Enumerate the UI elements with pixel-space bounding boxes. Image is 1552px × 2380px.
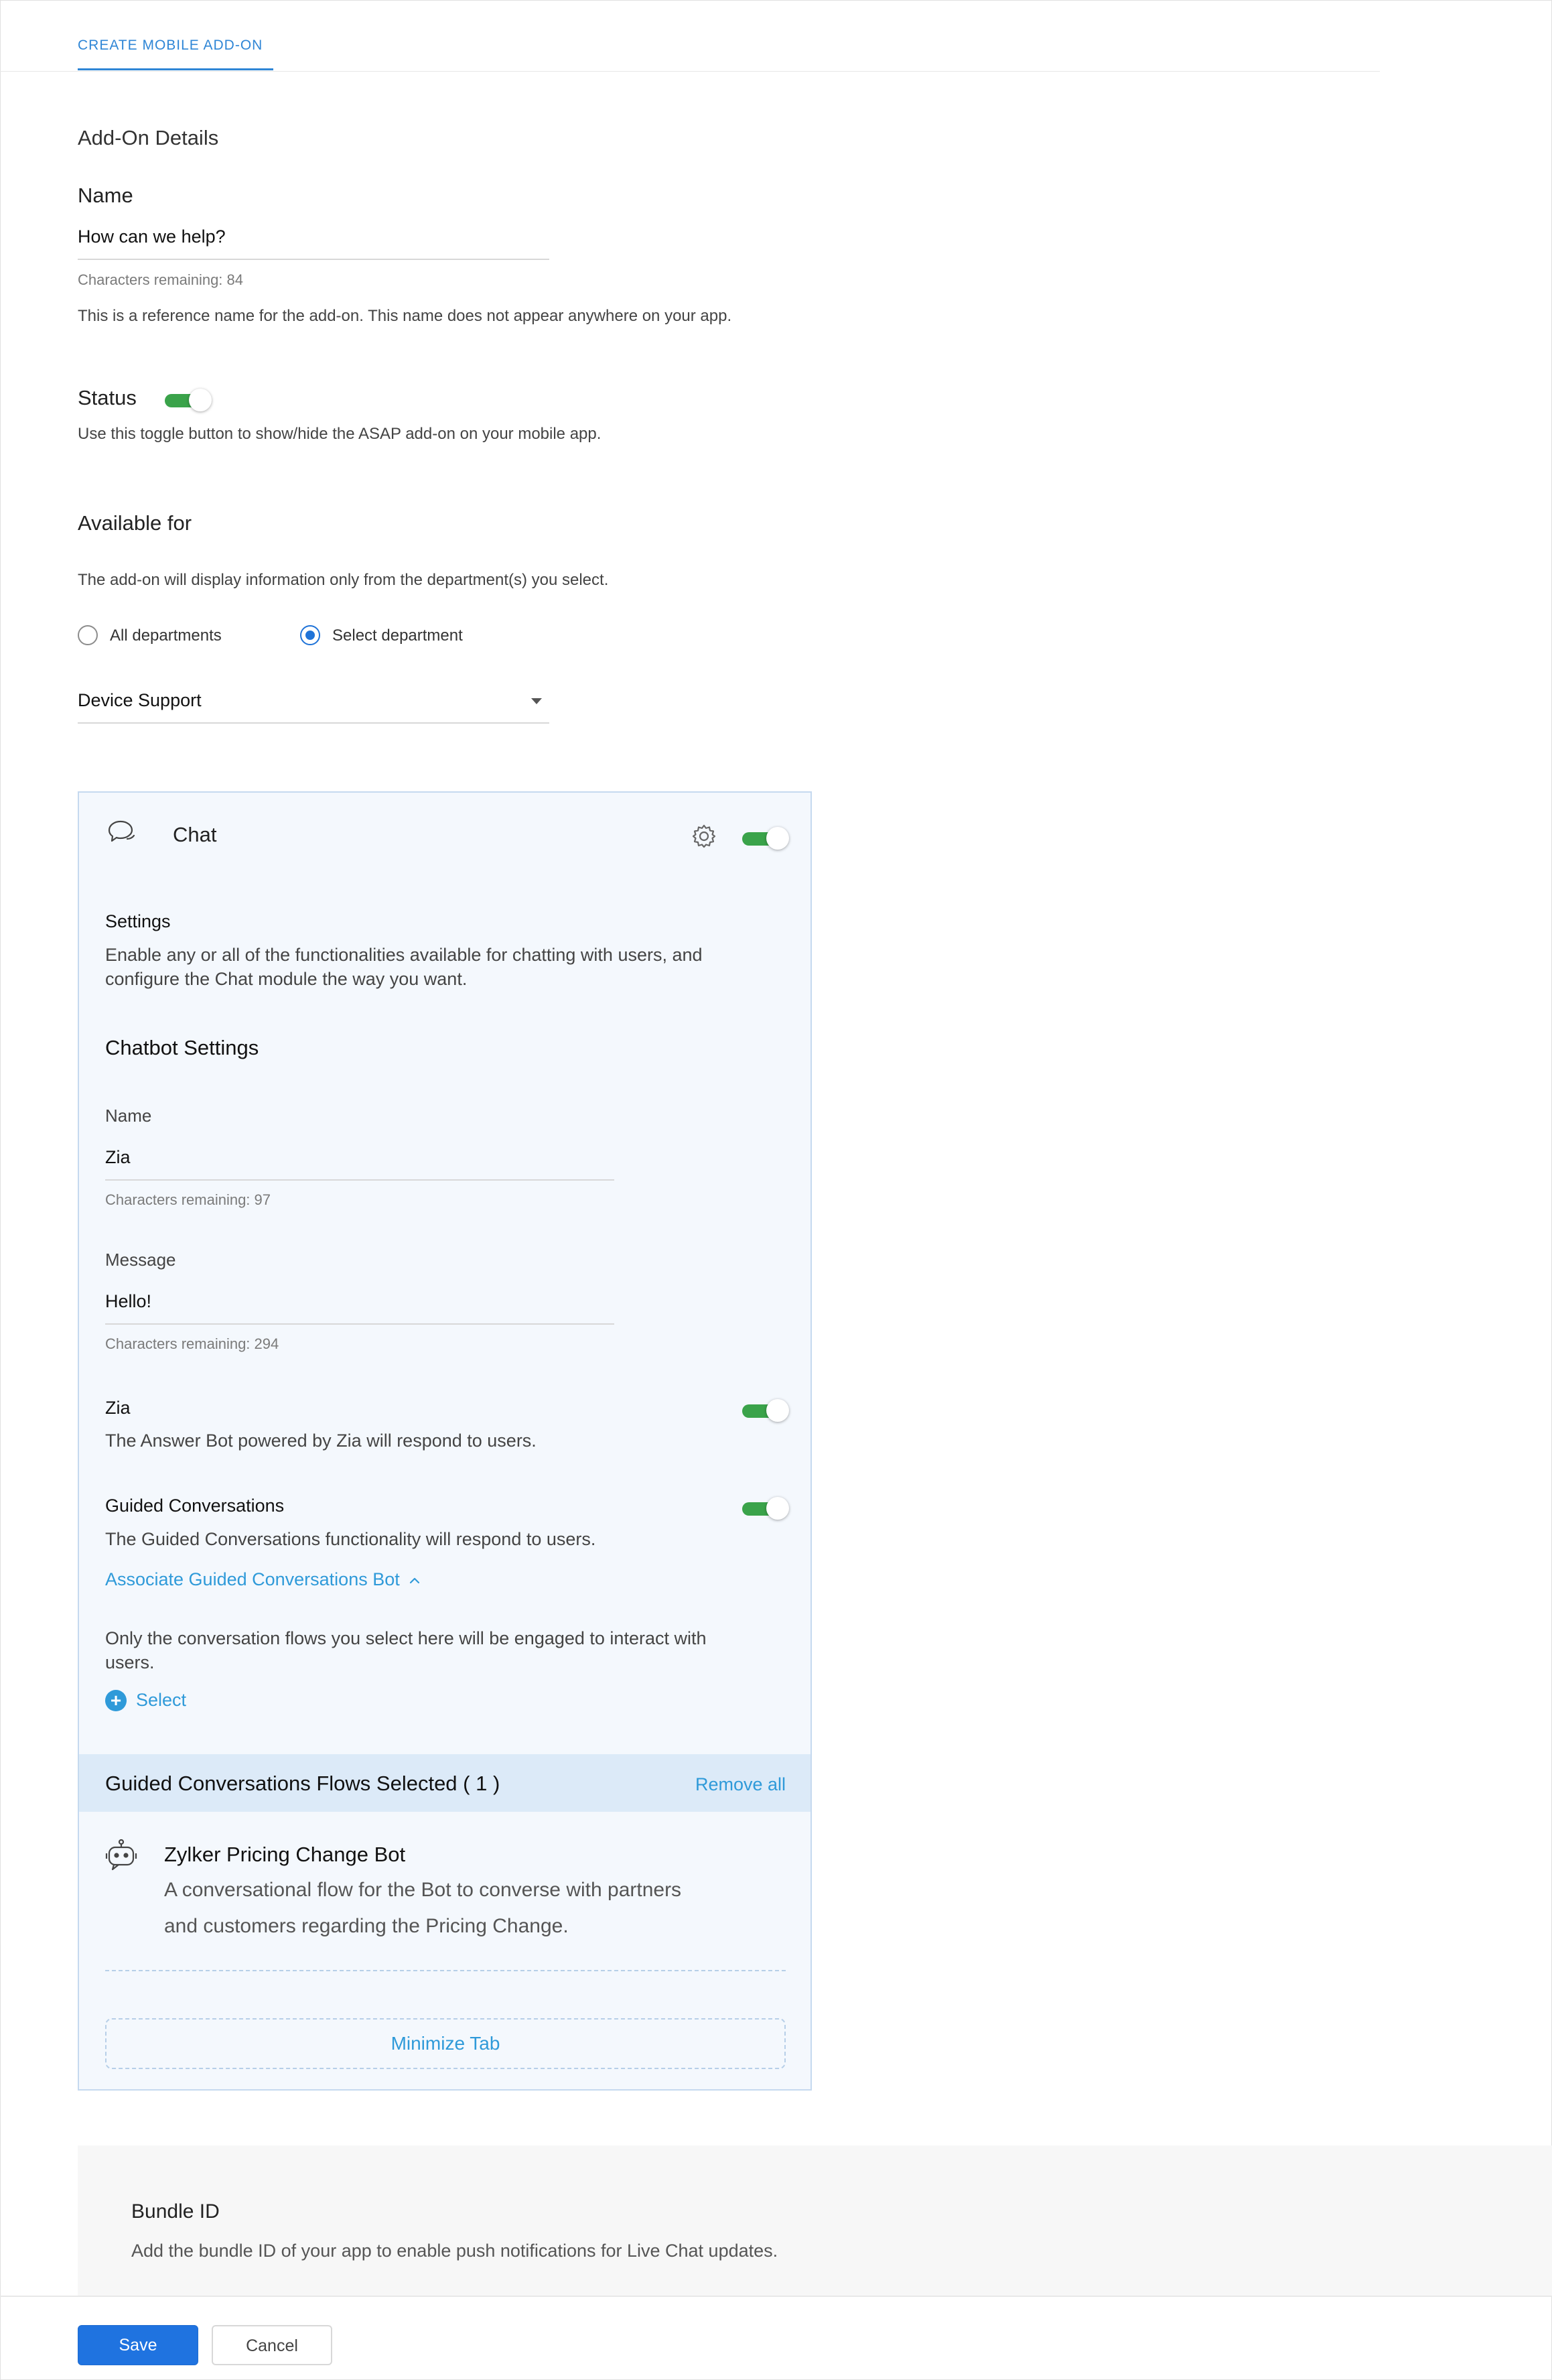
plus-circle-icon[interactable]: + [105, 1690, 127, 1711]
footer-divider [0, 2296, 1552, 2297]
guided-conversations-toggle[interactable] [742, 1497, 789, 1520]
cancel-button[interactable]: Cancel [212, 2325, 332, 2365]
flow-divider [105, 1970, 786, 1971]
zia-toggle[interactable] [742, 1399, 789, 1422]
bot-name-chars-remaining: Characters remaining: 97 [105, 1191, 271, 1208]
gear-icon[interactable] [691, 823, 717, 849]
status-description: Use this toggle button to show/hide the ASAP add-on on your mobile app. [78, 425, 602, 443]
available-for-title: Available for [78, 511, 192, 535]
gc-toggle-knob [766, 1497, 789, 1520]
settings-description-line2: configure the Chat module the way you want. [105, 969, 468, 989]
message-label: Message [105, 1250, 176, 1270]
bundle-id-title: Bundle ID [131, 2200, 220, 2223]
flow-description-line2: and customers regarding the Pricing Change. [164, 1915, 569, 1937]
section-title-details: Add-On Details [78, 126, 219, 149]
department-select-underline [78, 722, 549, 724]
guided-conversations-description: The Guided Conversations functionality will respond to users. [105, 1529, 596, 1549]
chat-bubble-icon [107, 819, 137, 846]
message-underline [105, 1323, 614, 1325]
flows-selected-title: Guided Conversations Flows Selected ( 1 ) [105, 1772, 500, 1795]
radio-select-department-label[interactable]: Select department [332, 626, 463, 645]
zia-title: Zia [105, 1398, 131, 1418]
flows-description-line2: users. [105, 1652, 155, 1672]
name-input[interactable]: How can we help? [78, 226, 226, 247]
name-description: This is a reference name for the add-on. This name does not appear anywhere on your app. [78, 307, 732, 325]
chat-title: Chat [173, 823, 217, 846]
caret-down-icon[interactable] [531, 698, 542, 704]
name-chars-remaining: Characters remaining: 84 [78, 271, 244, 288]
associate-bot-link-label[interactable]: Associate Guided Conversations Bot [105, 1569, 400, 1589]
bundle-id-description: Add the bundle ID of your app to enable push notifications for Live Chat updates. [131, 2241, 778, 2261]
chat-toggle[interactable] [742, 827, 789, 850]
flow-name: Zylker Pricing Change Bot [164, 1843, 406, 1866]
bot-icon [104, 1839, 138, 1871]
radio-all-departments-label[interactable]: All departments [110, 626, 222, 645]
chatbot-settings-title: Chatbot Settings [105, 1036, 259, 1059]
bot-name-underline [105, 1179, 614, 1181]
tab-divider [0, 71, 1380, 72]
radio-select-department[interactable] [300, 625, 320, 645]
associate-bot-link[interactable] [105, 1569, 421, 1590]
minimize-tab-button[interactable]: Minimize Tab [105, 2018, 786, 2069]
available-for-description: The add-on will display information only from the department(s) you select. [78, 571, 609, 589]
radio-all-departments[interactable] [78, 625, 98, 645]
chat-toggle-knob [766, 827, 789, 850]
zia-toggle-knob [766, 1399, 789, 1422]
guided-conversations-title: Guided Conversations [105, 1496, 285, 1516]
settings-title: Settings [105, 911, 171, 931]
select-flows-button[interactable]: Select [136, 1690, 187, 1710]
name-label: Name [78, 184, 133, 207]
chevron-up-icon[interactable] [409, 1576, 421, 1585]
tab-create-mobile-add-on[interactable]: CREATE MOBILE ADD-ON [78, 38, 273, 70]
bot-name-input[interactable]: Zia [105, 1147, 131, 1167]
status-label: Status [78, 386, 137, 409]
department-select[interactable]: Device Support [78, 690, 202, 710]
zia-description: The Answer Bot powered by Zia will respond to users. [105, 1431, 537, 1451]
settings-description-line1: Enable any or all of the functionalities available for chatting with users, and [105, 945, 703, 965]
bundle-id-section [78, 2145, 1552, 2296]
status-toggle-knob [189, 389, 212, 411]
bot-name-label: Name [105, 1106, 152, 1126]
flow-description-line1: A conversational flow for the Bot to converse with partners [164, 1879, 682, 1901]
save-button[interactable]: Save [78, 2325, 198, 2365]
remove-all-link[interactable]: Remove all [695, 1774, 786, 1794]
status-toggle[interactable] [165, 389, 212, 411]
name-input-underline [78, 259, 549, 260]
message-chars-remaining: Characters remaining: 294 [105, 1335, 279, 1352]
flows-description-line1: Only the conversation flows you select here will be engaged to interact with [105, 1628, 707, 1648]
message-input[interactable]: Hello! [105, 1291, 152, 1311]
